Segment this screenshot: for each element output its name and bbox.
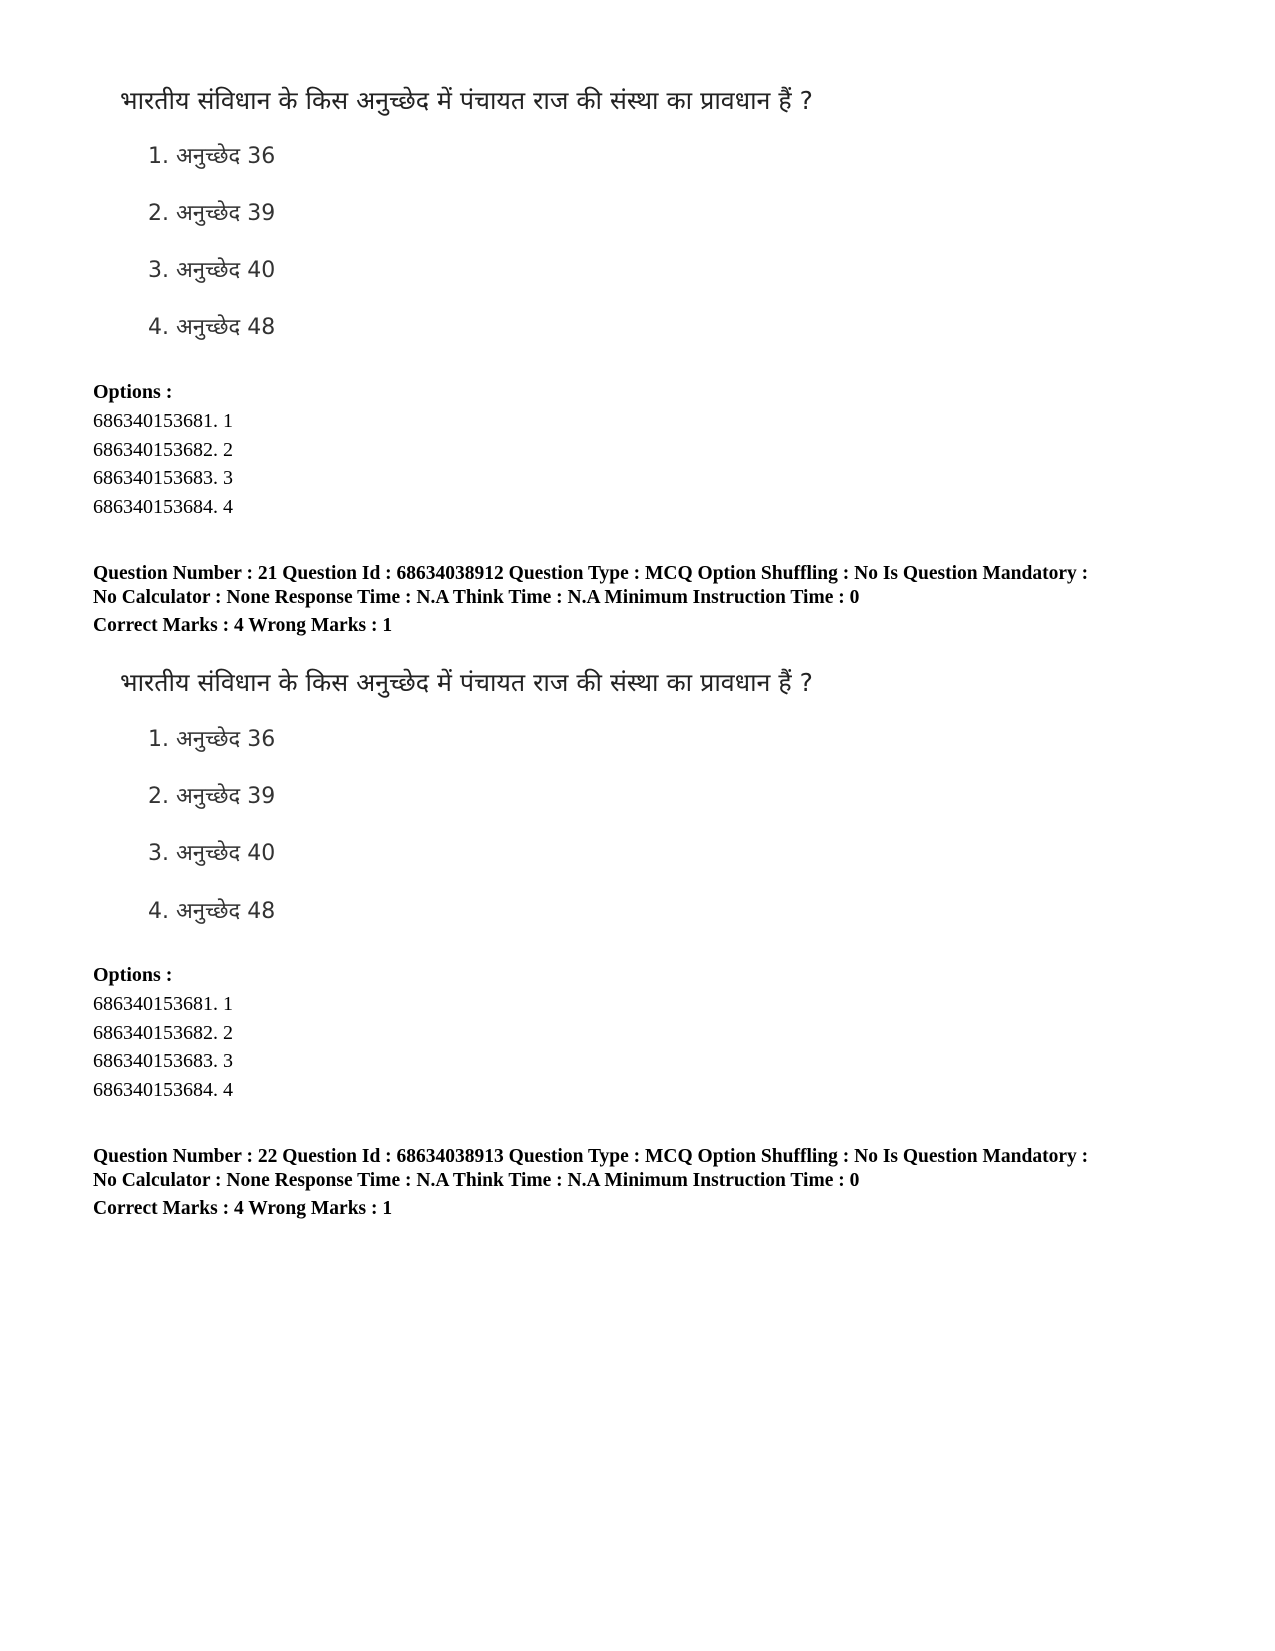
question-choice: 2. अनुच्छेद 39	[148, 201, 276, 226]
option-line: 686340153682. 2	[93, 1022, 233, 1044]
question-choice: 4. अनुच्छेद 48	[148, 899, 276, 924]
option-line: 686340153683. 3	[93, 467, 233, 489]
option-line: 686340153684. 4	[93, 1079, 233, 1101]
option-line: 686340153684. 4	[93, 496, 233, 518]
question-choice: 1. अनुच्छेद 36	[148, 727, 276, 752]
marks-line: Correct Marks : 4 Wrong Marks : 1	[93, 615, 393, 636]
question-meta-line: Question Number : 21 Question Id : 68634038912 Question Type : MCQ Option Shuffling : No Is Question Mandatory :	[93, 563, 1089, 584]
marks-line: Correct Marks : 4 Wrong Marks : 1	[93, 1198, 393, 1219]
question-text: भारतीय संविधान के किस अनुच्छेद में पंचायत राज की संस्था का प्रावधान हैं ?	[120, 668, 813, 697]
question-meta-line: No Calculator : None Response Time : N.A Think Time : N.A Minimum Instruction Time : 0	[93, 587, 860, 608]
question-choice: 2. अनुच्छेद 39	[148, 784, 276, 809]
option-line: 686340153681. 1	[93, 993, 233, 1015]
question-meta-line: Question Number : 22 Question Id : 68634038913 Question Type : MCQ Option Shuffling : No Is Question Mandatory :	[93, 1146, 1089, 1167]
option-line: 686340153683. 3	[93, 1050, 233, 1072]
question-choice: 3. अनुच्छेद 40	[148, 258, 276, 283]
question-choice: 3. अनुच्छेद 40	[148, 841, 276, 866]
question-choice: 4. अनुच्छेद 48	[148, 315, 276, 340]
options-label: Options :	[93, 964, 173, 986]
question-choice: 1. अनुच्छेद 36	[148, 144, 276, 169]
options-label: Options :	[93, 381, 173, 403]
option-line: 686340153681. 1	[93, 410, 233, 432]
question-meta-line: No Calculator : None Response Time : N.A Think Time : N.A Minimum Instruction Time : 0	[93, 1170, 860, 1191]
option-line: 686340153682. 2	[93, 439, 233, 461]
question-text: भारतीय संविधान के किस अनुच्छेद में पंचायत राज की संस्था का प्रावधान हैं ?	[120, 86, 813, 115]
